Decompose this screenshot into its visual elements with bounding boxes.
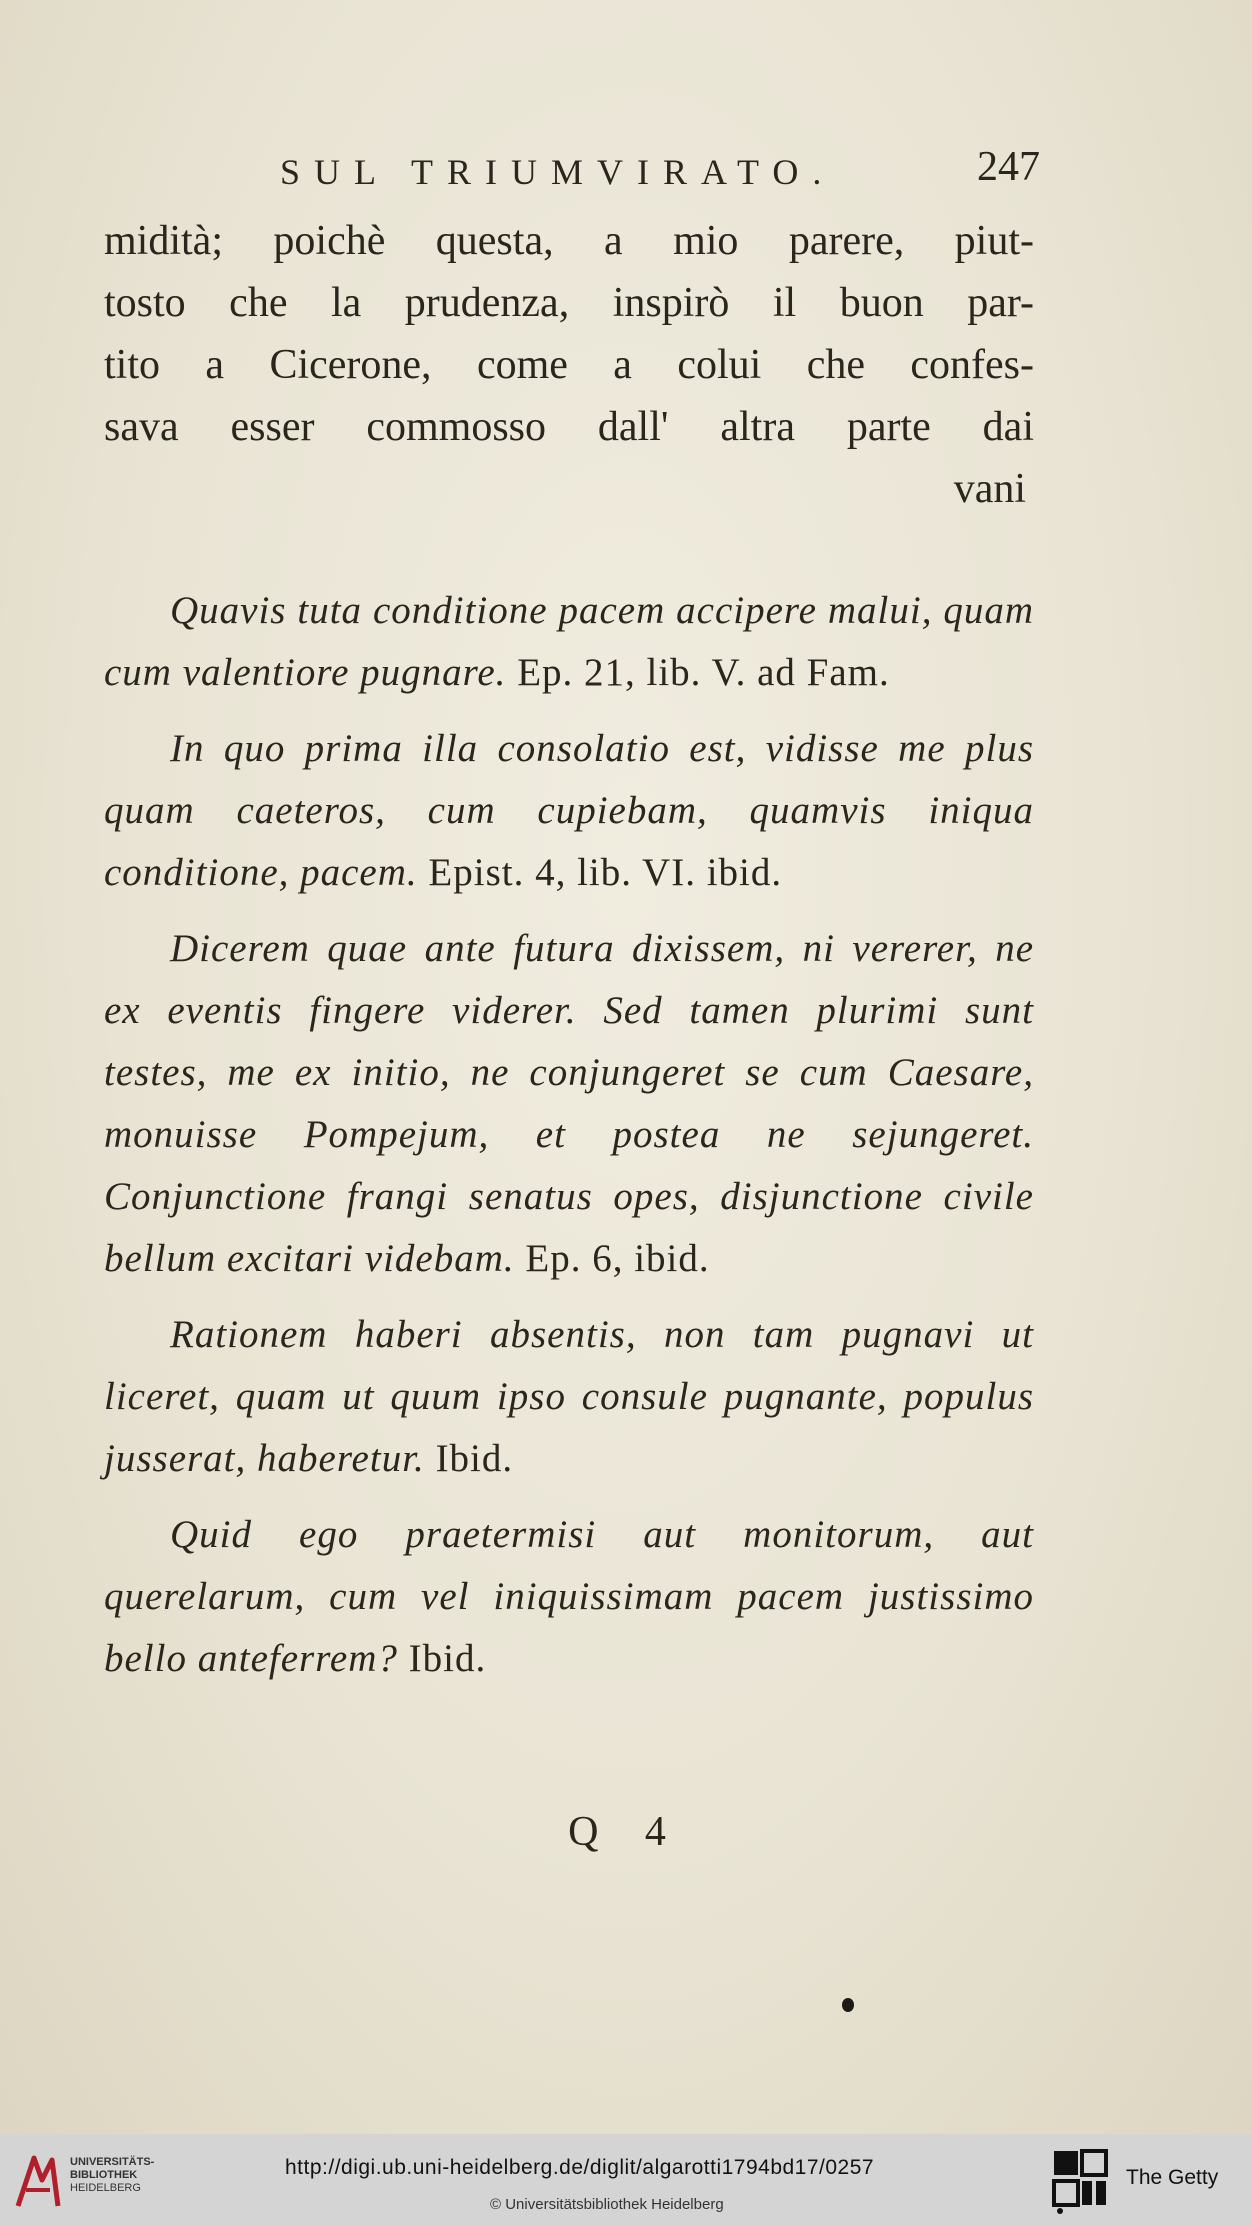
footnotes [104, 580, 1034, 1704]
footnote [104, 918, 1034, 1290]
footnote-quote: Quid ego praetermisi aut monitorum, aut querelarum, cum vel iniquissimam pacem justissimo bello anteferrem? [104, 1513, 1034, 1680]
body-line: midità; poichè questa, a mio parere, piut- [104, 218, 1034, 264]
catchword: vani [953, 466, 1026, 512]
footnote [104, 580, 1034, 704]
getty-name: The Getty [1126, 2166, 1219, 2189]
library-name [70, 2156, 154, 2195]
footnote-quote: Quavis tuta conditione pacem accipere malui, quam cum valentiore pugnare. [104, 589, 1034, 694]
page-header [280, 143, 1040, 203]
footnote-ref: Ep. 6, ibid. [525, 1237, 710, 1280]
signature-mark: Q 4 [568, 1809, 684, 1855]
library-name-line: HEIDELBERG [70, 2182, 141, 2194]
footnote-quote: Rationem haberi absentis, non tam pugnavi ut liceret, quam ut quum ipso consule pugnante, populus jusserat, haberetur. [104, 1313, 1034, 1480]
running-head: SUL TRIUMVIRATO. [280, 152, 836, 192]
footnote-quote: In quo prima illa consolatio est, vidisse me plus quam caeteros, cum cupiebam, quamvis iniqua conditione, pacem. [104, 727, 1034, 894]
ink-spot [842, 1998, 854, 2012]
library-name-line: UNIVERSITÄTS- [70, 2156, 155, 2168]
page-number: 247 [977, 144, 1040, 190]
permalink-url[interactable]: http://digi.ub.uni-heidelberg.de/diglit/algarotti1794bd17/0257 [285, 2156, 875, 2179]
university-library-logo-icon [12, 2150, 64, 2212]
footnote-ref: Ibid. [408, 1637, 487, 1680]
body-line: sava esser commosso dall' altra parte dai [104, 404, 1034, 450]
footnote-quote: Dicerem quae ante futura dixissem, ni vererer, ne ex eventis fingere viderer. Sed tamen plurimi sunt testes, me ex initio, ne conjungeret se cum Caesare, monuisse Pompejum, et postea ne sejungeret. Conjunctione frangi senatus opes, disjunctione civile bellum excitari videbam. [104, 927, 1034, 1280]
footnote-ref: Ep. 21, lib. V. ad Fam. [517, 651, 890, 694]
body-line: tosto che la prudenza, inspirò il buon par- [104, 280, 1034, 326]
footnote-ref: Ibid. [435, 1437, 514, 1480]
footnote [104, 1304, 1034, 1490]
body-text [104, 210, 1034, 520]
library-name-line: BIBLIOTHEK [70, 2169, 138, 2181]
getty-logo-icon [1052, 2149, 1108, 2215]
footnote-ref: Epist. 4, lib. VI. ibid. [428, 851, 783, 894]
footnote [104, 718, 1034, 904]
body-line: tito a Cicerone, come a colui che confes- [104, 342, 1034, 388]
footnote [104, 1504, 1034, 1690]
copyright-notice: © Universitätsbibliothek Heidelberg [490, 2196, 724, 2213]
viewer-footer [0, 2134, 1252, 2225]
